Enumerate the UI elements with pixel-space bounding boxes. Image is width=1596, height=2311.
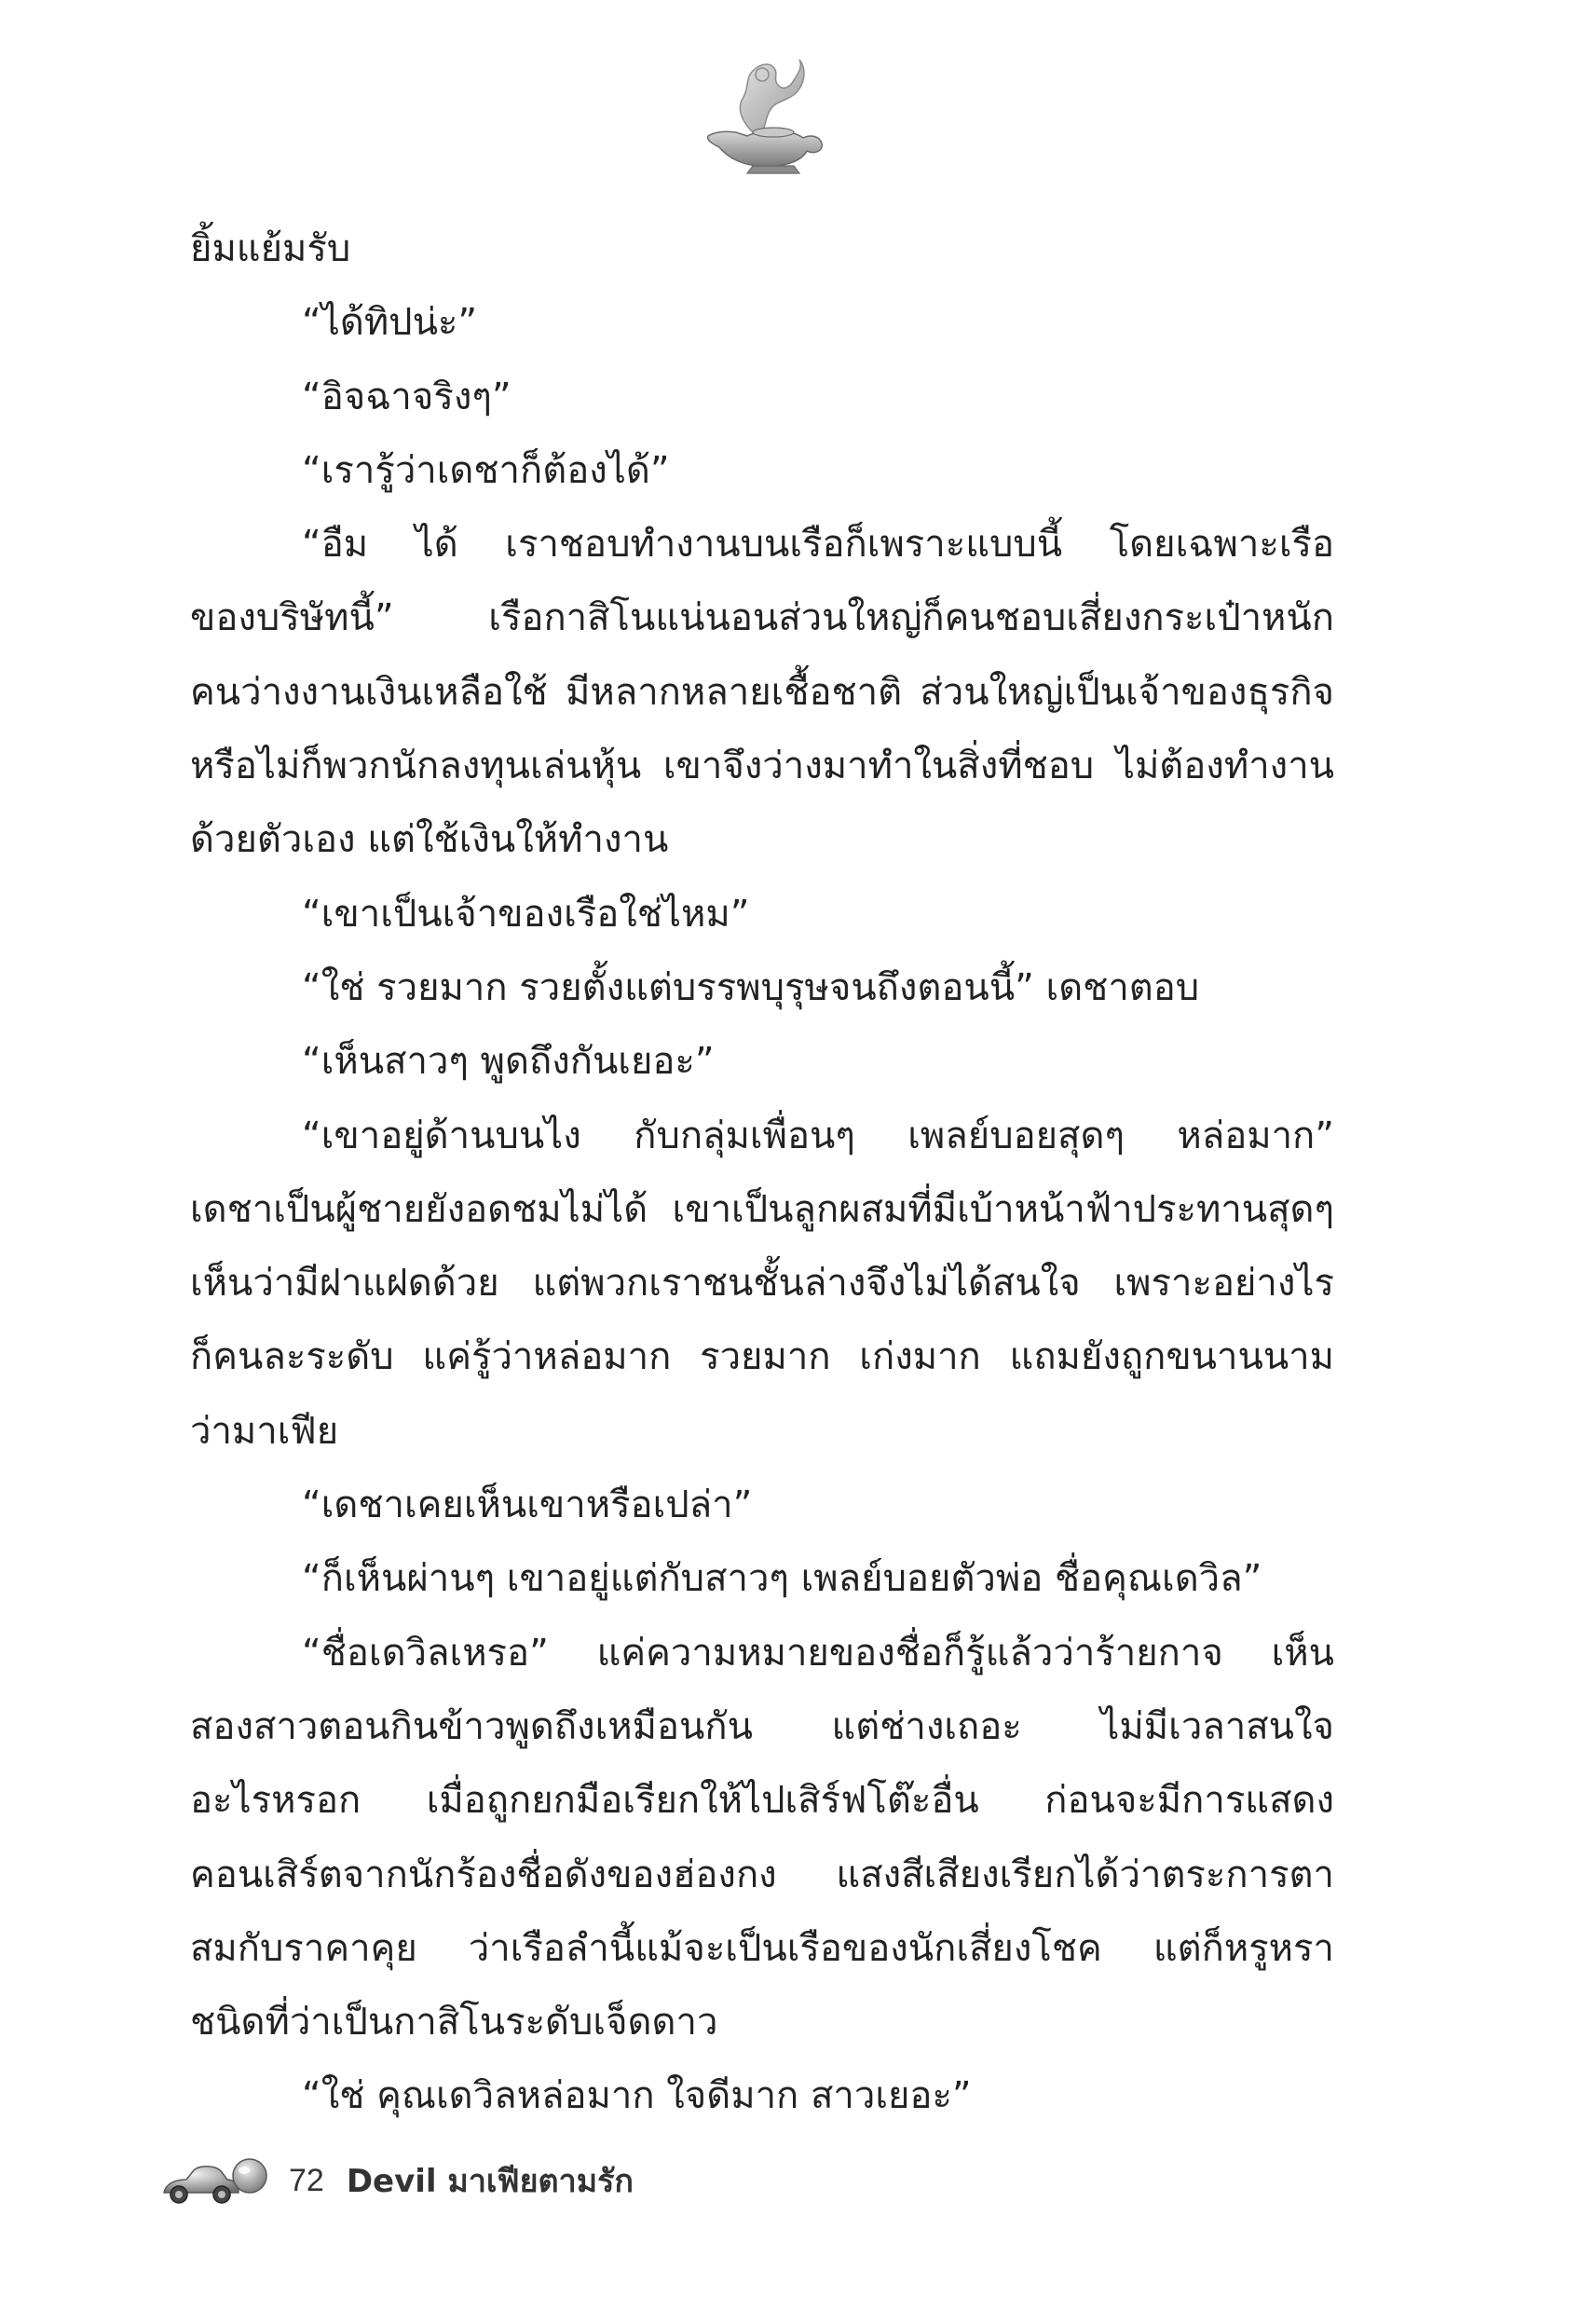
text-line: “เขาเป็นเจ้าของเรือใช่ไหม” [302,892,750,936]
story-text [190,212,1334,2134]
text-line: ว่ามาเฟีย [190,1409,339,1453]
text-line: อะไรหรอก เมื่อถูกยกมือเรียกให้ไปเสิร์ฟโต๊ะอื่น ก่อนจะมีการแสดง [190,1779,1334,1823]
text-line: สองสาวตอนกินข้าวพูดถึงเหมือนกัน แต่ช่างเถอะ ไม่มีเวลาสนใจ [190,1704,1334,1748]
text-line: ด้วยตัวเอง แต่ใช้เงินให้ทำงาน [190,818,669,862]
genie-lamp-icon [688,47,827,177]
book-title: Devil มาเฟียตามรัก [346,2163,634,2200]
text-line: “อิจฉาจริงๆ” [302,375,512,418]
text-line: คอนเสิร์ตจากนักร้องชื่อดังของฮ่องกง แสงสีเสียงเรียกได้ว่าตระการตา [190,1853,1334,1896]
text-line: ก็คนละระดับ แค่รู้ว่าหล่อมาก รวยมาก เก่งมาก แถมยังถูกขนานนาม [190,1335,1334,1379]
text-line: “อืม ได้ เราชอบทำงานบนเรือก็เพราะแบบนี้ โดยเฉพาะเรือ [302,523,1334,567]
text-line: คนว่างงานเงินเหลือใช้ มีหลากหลายเชื้อชาติ ส่วนใหญ่เป็นเจ้าของธุรกิจ [190,670,1334,714]
text-line: “ใช่ รวยมาก รวยตั้งแต่บรรพบุรุษจนถึงตอนนี้” เดชาตอบ [302,965,1200,1009]
page-footer [160,2143,634,2218]
text-line: “เขาอยู่ด้านบนไง กับกลุ่มเพื่อนๆ เพลย์บอยสุดๆ หล่อมาก” [302,1114,1334,1157]
text-line: “ก็เห็นผ่านๆ เขาอยู่แต่กับสาวๆ เพลย์บอยตัวพ่อ ชื่อคุณเดวิล” [302,1557,1262,1601]
text-line: ชนิดที่ว่าเป็นกาสิโนระดับเจ็ดดาว [190,2001,718,2044]
cars-icon [160,2152,270,2209]
text-line: “ได้ทิปน่ะ” [302,301,478,345]
text-line: เดชาเป็นผู้ชายยังอดชมไม่ได้ เขาเป็นลูกผสมที่มีเบ้าหน้าฟ้าประทานสุดๆ [190,1187,1334,1231]
text-line: “เรารู้ว่าเดชาก็ต้องได้” [302,448,670,492]
text-line: สมกับราคาคุย ว่าเรือลำนี้แม้จะเป็นเรือของนักเสี่ยงโชค แต่ก็หรูหรา [190,1926,1334,1970]
page-number: 72 [289,2162,324,2198]
text-line: “ชื่อเดวิลเหรอ” แค่ความหมายของชื่อก็รู้แล้วว่าร้ายกาจ เห็น [302,1631,1334,1675]
text-line: ของบริษัทนี้” เรือกาสิโนแน่นอนส่วนใหญ่ก็คนชอบเสี่ยงกระเป๋าหนัก [190,596,1334,640]
text-line: “เดชาเคยเห็นเขาหรือเปล่า” [302,1484,753,1527]
text-line: “ใช่ คุณเดวิลหล่อมาก ใจดีมาก สาวเยอะ” [302,2074,972,2118]
text-line: เห็นว่ามีฝาแฝดด้วย แต่พวกเราชนชั้นล่างจึงไม่ได้สนใจ เพราะอย่างไร [190,1262,1334,1306]
text-line: ยิ้มแย้มรับ [190,227,351,270]
text-line: “เห็นสาวๆ พูดถึงกันเยอะ” [302,1040,715,1084]
text-line: หรือไม่ก็พวกนักลงทุนเล่นหุ้น เขาจึงว่างมาทำในสิ่งที่ชอบ ไม่ต้องทำงาน [190,745,1334,788]
